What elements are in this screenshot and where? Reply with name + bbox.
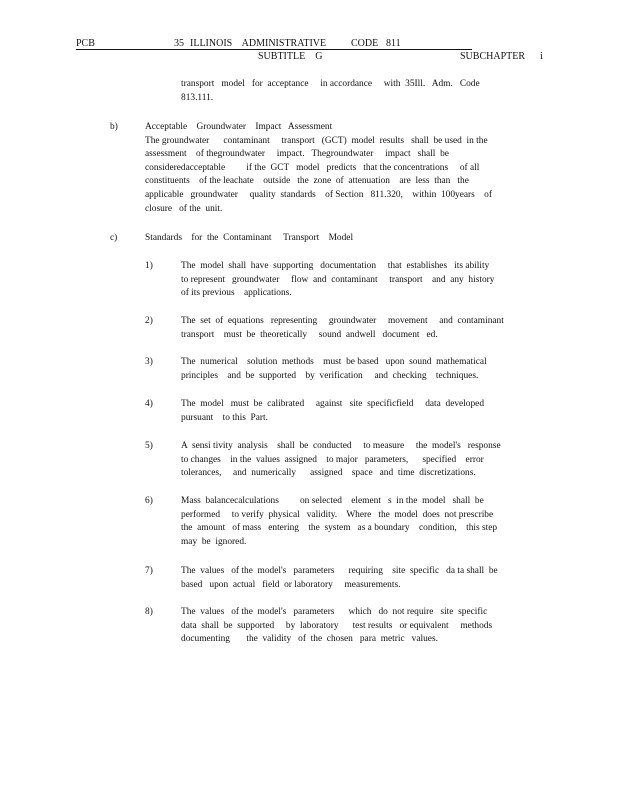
header-title-prefix: 35 [174, 38, 184, 49]
item-number: 3) [145, 357, 153, 367]
item-text [181, 606, 537, 647]
text-line: tolerances, and numerically assigned space and time discretizations. [181, 468, 476, 479]
item-number: 7) [145, 566, 153, 576]
item-text [181, 565, 537, 592]
text-line: constituents of the leachate outside the zone of attenuation are less than the [145, 176, 469, 187]
text-line: Mass balancecalculations on selected element s in the model shall be [181, 496, 484, 506]
item-text [181, 440, 537, 481]
intro-continuation [181, 78, 537, 105]
text-line: A sensi tivity analysis shall be conducted to measure the model's response [181, 441, 501, 451]
text-line: of its previous applications. [181, 288, 292, 299]
text-line: to changes in the values assigned to major parameters, specified error [181, 454, 484, 465]
header-rule [76, 49, 472, 50]
text-line: principles and be supported by verification and checking techniques. [181, 370, 479, 381]
item-text [181, 495, 537, 549]
text-line: applicable groundwater quality standards of Section 811.320, within 100years of [145, 189, 492, 200]
text-line: The groundwater contaminant transport (GCT) model results shall be used in the [145, 135, 488, 146]
text-line: The values of the model's parameters which do not require site specific [181, 607, 488, 617]
text-line: The numerical solution methods must be based upon sound mathematical [181, 357, 487, 367]
item-text [181, 260, 537, 301]
text-line: The model must be calibrated against site specificfield data developed [181, 399, 485, 409]
item-number: 4) [145, 399, 153, 409]
text-line: The model shall have supporting documentation that establishes its ability [181, 261, 490, 271]
item-text [181, 315, 537, 342]
text-line: The values of the model's parameters requiring site specific da ta shall be [181, 566, 498, 576]
text-line: transport model for acceptance in accordance with 35Ill. Adm. Code [181, 79, 480, 89]
item-number: 2) [145, 316, 153, 326]
item-number: 6) [145, 496, 153, 506]
header-code-label: CODE [351, 38, 379, 49]
section-c-marker: c) [110, 233, 118, 243]
header-code-number: 811 [386, 38, 401, 49]
text-line: performed to verify physical validity. Where the model does not prescribe [181, 509, 494, 520]
text-line: transport must be theoretically sound andwell document ed. [181, 329, 438, 340]
section-c-heading: Standards for the Contaminant Transport Model [145, 233, 354, 243]
text-line: consideredacceptable if the GCT model predicts that the concentrations of all [145, 162, 480, 173]
text-line: based upon actual field or laboratory measurements. [181, 579, 401, 590]
item-number: 8) [145, 607, 153, 617]
text-line: data shall be supported by laboratory test results or equivalent methods [181, 620, 493, 631]
text-line: closure of the unit. [145, 203, 223, 214]
text-line: to represent groundwater flow and contaminant transport and any history [181, 274, 495, 285]
section-b-marker: b) [110, 122, 118, 132]
header-agency: PCB [76, 38, 95, 49]
header-subtitle: SUBTITLE G [258, 51, 323, 62]
item-number: 5) [145, 441, 153, 451]
header-title-name: ILLINOIS ADMINISTRATIVE [190, 38, 327, 49]
item-text [181, 356, 537, 383]
section-b-heading: Acceptable Groundwater Impact Assessment [145, 122, 333, 132]
item-text [181, 398, 537, 425]
text-line: assessment of thegroundwater impact. Thegroundwater impact shall be [145, 149, 449, 160]
header-subchapter: SUBCHAPTER [460, 51, 526, 62]
text-line: pursuant to this Part. [181, 412, 268, 423]
text-line: may be ignored. [181, 536, 247, 547]
text-line: 813.111. [181, 92, 214, 103]
text-line: the amount of mass entering the system as a boundary condition, this step [181, 523, 498, 534]
item-number: 1) [145, 261, 153, 271]
header-subchapter-letter: i [540, 51, 543, 62]
section-b-body [145, 121, 540, 216]
text-line: The set of equations representing groundwater movement and contaminant [181, 316, 504, 326]
text-line: documenting the validity of the chosen para metric values. [181, 634, 438, 645]
